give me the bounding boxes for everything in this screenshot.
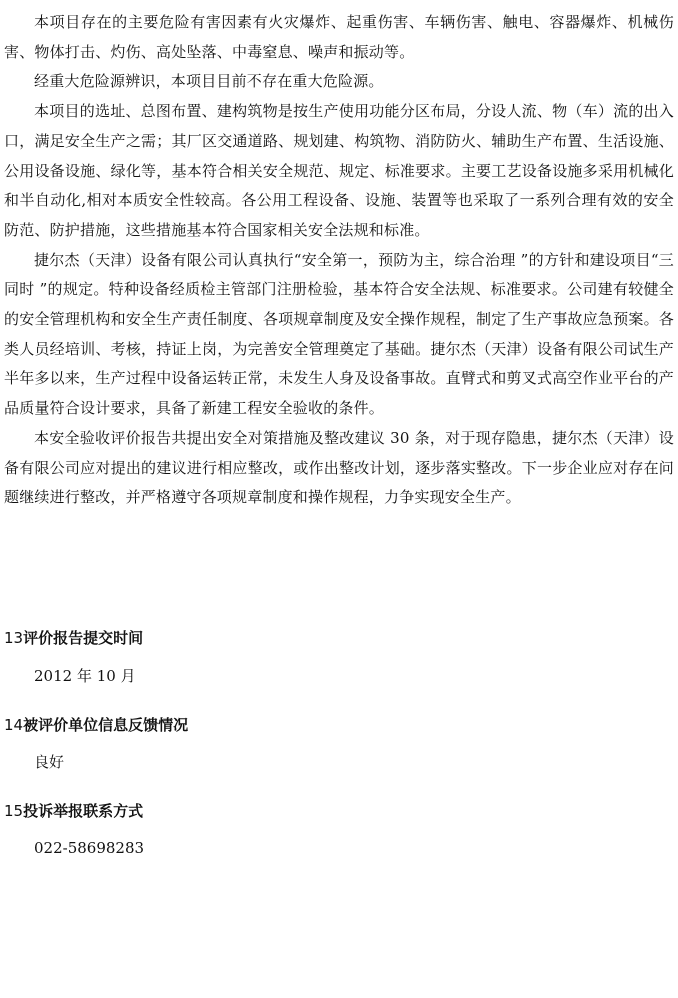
section-number: 14 — [4, 716, 24, 734]
submission-date: 2012 年 10 月 — [34, 667, 136, 685]
section-number: 13 — [4, 629, 24, 647]
section-title: 被评价单位信息反馈情况 — [23, 716, 189, 734]
section-15-value — [4, 838, 144, 858]
paragraph-recommendations: 本安全验收评价报告共提出安全对策措施及整改建议 30 条，对于现存隐患，捷尔杰（天津）设备有限公司应对提出的建议进行相应整改，或作出整改计划，逐步落实整改。下一步企业应对存在问题继续进行整改，并严格遵守各项规章制度和操作规程，力争实现安全生产。 — [4, 428, 674, 507]
paragraph-major-hazard: 经重大危险源辨识，本项目目前不存在重大危险源。 — [34, 72, 384, 91]
section-title: 评价报告提交时间 — [23, 629, 144, 647]
section-title: 投诉举报联系方式 — [23, 802, 144, 820]
section-14 — [4, 715, 188, 735]
contact-phone: 022-58698283 — [34, 839, 145, 857]
section-15 — [4, 801, 143, 821]
section-heading — [4, 801, 143, 821]
section-14-value — [4, 752, 64, 772]
section-13-value — [4, 666, 136, 686]
section-heading — [4, 715, 188, 735]
paragraph-layout: 本项目的选址、总图布置、建构筑物是按生产使用功能分区布局，分设人流、物（车）流的出入口，满足安全生产之需；其厂区交通道路、规划建、构筑物、消防防火、辅助生产布置、生活设施、公用设备设施、绿化等，基本符合相关安全规范、规定、标准要求。主要工艺设备设施多采用机械化和半自动化,相对本质安全性较高。各公用工程设备、设施、装置等也采取了一系列合理有效的安全防范、防护措施，这些措施基本符合国家相关安全法规和标准。 — [4, 102, 674, 239]
section-number: 15 — [4, 802, 24, 820]
paragraph-company: 捷尔杰（天津）设备有限公司认真执行“安全第一，预防为主，综合治理 ”的方针和建设项目“三同时 ”的规定。特种设备经质检主管部门注册检验，基本符合安全法规、标准要求。公司建有较健全的安全管理机构和安全生产责任制度、各项规章制度及安全操作规程，制定了生产事故应急预案。各类人员经培训、考核，持证上岗，为完善安全管理奠定了基础。捷尔杰（天津）设备有限公司试生产半年多以来，生产过程中设备运转正常，未发生人身及设备事故。直臂式和剪叉式高空作业平台的产品质量符合设计要求，具备了新建工程安全验收的条件。 — [4, 250, 674, 418]
paragraph-hazards: 本项目存在的主要危险有害因素有火灾爆炸、起重伤害、车辆伤害、触电、容器爆炸、机械伤害、物体打击、灼伤、高处坠落、中毒窒息、噪声和振动等。 — [4, 13, 674, 61]
section-heading — [4, 628, 143, 648]
section-13 — [4, 628, 143, 648]
feedback-value: 良好 — [34, 753, 65, 771]
